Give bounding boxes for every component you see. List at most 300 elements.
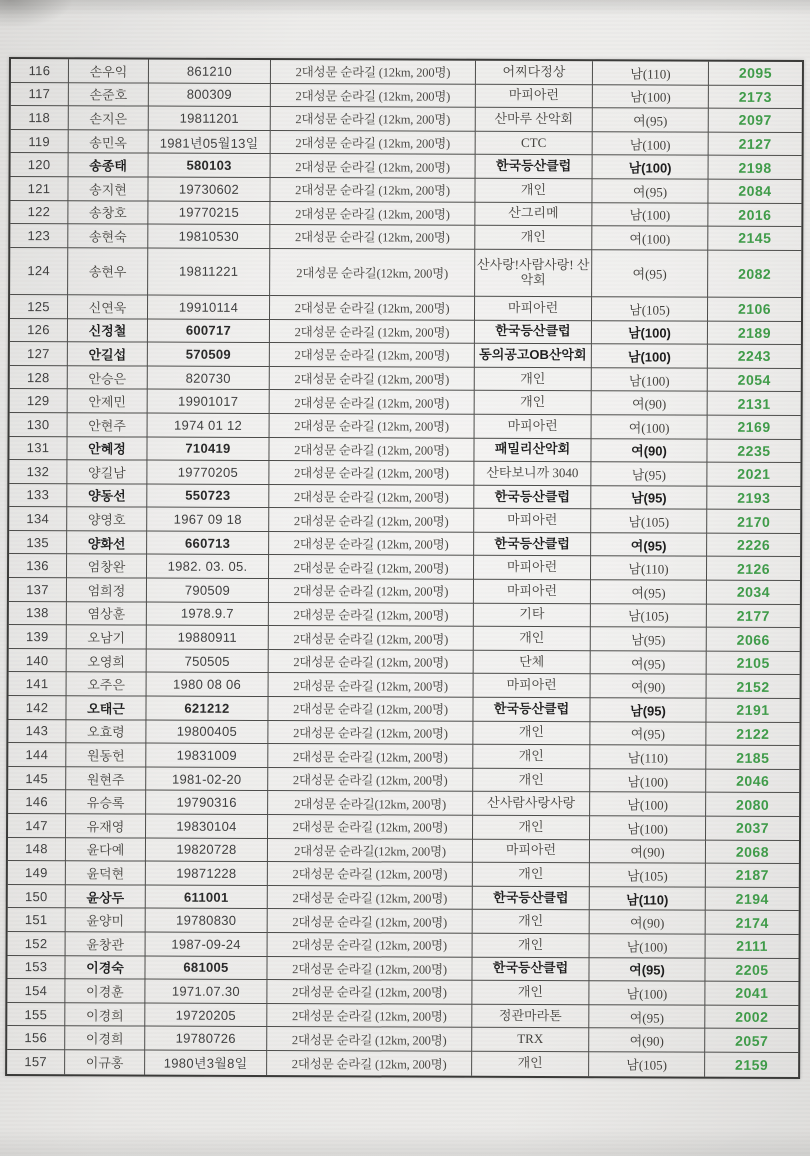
cell-course: 2대성문 순라길 (12km, 200명): [269, 579, 474, 603]
cell-birth: 19811221: [148, 248, 270, 296]
cell-gender: 여(95): [591, 651, 707, 675]
cell-gender: 남(105): [591, 604, 707, 628]
cell-no: 153: [7, 956, 65, 980]
cell-bib: 2198: [709, 156, 802, 180]
table-row: [8, 814, 799, 841]
cell-bib: 2106: [708, 298, 801, 322]
cell-no: 121: [10, 177, 68, 201]
cell-birth: 19871228: [146, 862, 268, 886]
cell-course: 2대성문 순라길 (12km, 200명): [271, 107, 476, 131]
cell-course: 2대성문 순라길 (12km, 200명): [271, 60, 476, 84]
cell-gender: 남(105): [590, 863, 706, 887]
cell-birth: 1967 09 18: [147, 508, 269, 532]
cell-no: 132: [9, 460, 67, 484]
cell-no: 144: [8, 743, 66, 767]
cell-gender: 여(95): [591, 533, 707, 557]
cell-bib: 2131: [708, 392, 801, 416]
cell-name: 이경훈: [65, 979, 145, 1003]
cell-name: 안혜정: [67, 437, 147, 461]
cell-course: 2대성문 순라길 (12km, 200명): [268, 886, 473, 910]
cell-bib: 2046: [706, 769, 799, 793]
table-row: [8, 767, 799, 794]
cell-gender: 남(105): [589, 1052, 705, 1076]
cell-gender: 여(95): [592, 250, 708, 298]
cell-group: 개인: [474, 627, 591, 651]
cell-gender: 남(110): [591, 557, 707, 581]
cell-group: 개인: [473, 910, 590, 934]
cell-no: 141: [9, 672, 67, 696]
cell-name: 오남기: [67, 625, 147, 649]
cell-name: 손우익: [69, 59, 149, 83]
cell-gender: 남(110): [590, 887, 706, 911]
cell-gender: 남(95): [591, 462, 707, 486]
cell-name: 안제민: [68, 390, 148, 414]
cell-birth: 19830104: [146, 815, 268, 839]
cell-course: 2대성문 순라길 (12km, 200명): [269, 603, 474, 627]
table-row: [10, 366, 801, 393]
cell-group: 개인: [472, 981, 589, 1005]
table-row: [7, 1003, 798, 1030]
cell-group: 마피아런: [473, 839, 590, 863]
cell-course: 2대성문 순라길 (12km, 200명): [269, 626, 474, 650]
cell-course: 2대성문 순라길 (12km, 200명): [267, 980, 472, 1004]
cell-group: 동의공고OB산악회: [475, 344, 592, 368]
cell-group: 정관마라톤: [472, 1005, 589, 1029]
cell-course: 2대성문 순라길 (12km, 200명): [269, 485, 474, 509]
cell-birth: 750505: [147, 649, 269, 673]
cell-group: 개인: [472, 1052, 589, 1076]
cell-gender: 남(110): [590, 745, 706, 769]
cell-no: 124: [10, 248, 68, 295]
cell-bib: 2174: [706, 911, 799, 935]
cell-course: 2대성문 순라길 (12km, 200명): [267, 1051, 472, 1075]
cell-course: 2대성문 순라길 (12km, 200명): [270, 390, 475, 414]
cell-group: 개인: [475, 391, 592, 415]
cell-gender: 남(100): [589, 981, 705, 1005]
cell-course: 2대성문 순라길 (12km, 200명): [269, 650, 474, 674]
cell-group: 개인: [475, 226, 592, 250]
cell-bib: 2084: [708, 180, 801, 204]
cell-group: 마피아런: [476, 84, 593, 108]
cell-course: 2대성문 순라길 (12km, 200명): [268, 933, 473, 957]
cell-course: 2대성문 순라길 (12km, 200명): [269, 555, 474, 579]
table-row: [8, 908, 799, 935]
cell-no: 154: [7, 979, 65, 1003]
cell-group: 어찌다정상: [476, 61, 593, 85]
cell-no: 137: [9, 578, 67, 602]
cell-course: 2대성문 순라길 (12km, 200명): [269, 461, 474, 485]
table-row: [9, 437, 800, 464]
cell-bib: 2193: [707, 486, 800, 510]
cell-no: 128: [10, 366, 68, 390]
table-row: [11, 130, 802, 157]
cell-gender: 남(100): [593, 156, 709, 180]
cell-birth: 19820728: [146, 838, 268, 862]
cell-name: 송현우: [68, 248, 148, 295]
cell-name: 송민옥: [69, 130, 149, 154]
cell-name: 이경숙: [65, 956, 145, 980]
cell-birth: 19730602: [148, 178, 270, 202]
cell-gender: 남(95): [591, 627, 707, 651]
table-row: [11, 153, 802, 180]
table-row: [7, 1050, 798, 1077]
cell-course: 2대성문 순라길 (12km, 200명): [267, 957, 472, 981]
cell-no: 133: [9, 484, 67, 508]
cell-gender: 여(90): [589, 1029, 705, 1053]
cell-no: 125: [10, 295, 68, 319]
table-row: [9, 625, 800, 652]
cell-bib: 2185: [706, 746, 799, 770]
cell-name: 양화선: [67, 531, 147, 555]
cell-no: 136: [9, 554, 67, 578]
table-row: [8, 861, 799, 888]
table-row: [10, 319, 801, 346]
cell-gender: 남(100): [592, 203, 708, 227]
cell-group: 개인: [475, 368, 592, 392]
cell-group: 개인: [473, 769, 590, 793]
cell-course: 2대성문 순라길 (12km, 200명): [270, 320, 475, 344]
cell-birth: 19880911: [147, 626, 269, 650]
cell-name: 신연욱: [68, 295, 148, 319]
cell-no: 146: [8, 790, 66, 814]
table-row: [10, 177, 801, 204]
cell-no: 138: [9, 602, 67, 626]
cell-group: 마피아런: [474, 556, 591, 580]
table-row: [9, 602, 800, 629]
table-row: [11, 106, 802, 133]
cell-birth: 1982. 03. 05.: [147, 555, 269, 579]
cell-no: 143: [8, 720, 66, 744]
table-row: [7, 1026, 798, 1053]
cell-course: 2대성문 순라길 (12km, 200명): [268, 862, 473, 886]
cell-birth: 621212: [146, 697, 268, 721]
cell-name: 오주은: [67, 673, 147, 697]
cell-birth: 19811201: [149, 107, 271, 131]
cell-birth: 681005: [145, 956, 267, 980]
table-row: [11, 59, 802, 86]
cell-bib: 2127: [709, 132, 802, 156]
cell-no: 135: [9, 531, 67, 555]
cell-bib: 2173: [709, 85, 802, 109]
cell-gender: 여(90): [590, 840, 706, 864]
cell-birth: 1978.9.7: [147, 602, 269, 626]
table-row: [10, 295, 801, 322]
cell-gender: 남(100): [590, 769, 706, 793]
cell-bib: 2111: [706, 935, 799, 959]
cell-bib: 2122: [706, 722, 799, 746]
table-row: [7, 979, 798, 1006]
table-row: [8, 696, 799, 723]
cell-gender: 여(95): [590, 722, 706, 746]
table-row: [8, 885, 799, 912]
cell-birth: 800309: [149, 83, 271, 107]
cell-name: 윤다예: [66, 838, 146, 862]
cell-gender: 남(100): [593, 132, 709, 156]
cell-group: 한국등산클럽: [472, 957, 589, 981]
cell-group: CTC: [476, 132, 593, 156]
cell-group: 산사랑!사람사랑! 산악회: [475, 250, 592, 298]
cell-group: TRX: [472, 1028, 589, 1052]
cell-group: 개인: [473, 745, 590, 769]
cell-gender: 남(110): [593, 61, 709, 85]
cell-birth: 570509: [148, 343, 270, 367]
cell-bib: 2191: [706, 699, 799, 723]
cell-birth: 1987-09-24: [146, 932, 268, 956]
cell-group: 한국등산클럽: [473, 887, 590, 911]
cell-bib: 2054: [708, 368, 801, 392]
cell-gender: 여(100): [592, 226, 708, 250]
cell-group: 단체: [474, 651, 591, 675]
cell-name: 이경희: [65, 1003, 145, 1027]
cell-gender: 남(100): [592, 368, 708, 392]
cell-birth: 710419: [147, 437, 269, 461]
cell-course: 2대성문 순라길 (12km, 200명): [268, 815, 473, 839]
cell-name: 윤창관: [66, 932, 146, 956]
cell-birth: 1974 01 12: [148, 413, 270, 437]
cell-group: 한국등산클럽: [474, 533, 591, 557]
cell-no: 145: [8, 767, 66, 791]
table-row: [10, 413, 801, 440]
cell-group: 마피아런: [474, 674, 591, 698]
cell-course: 2대성문 순라길 (12km, 200명): [268, 721, 473, 745]
cell-course: 2대성문 순라길 (12km, 200명): [269, 438, 474, 462]
table-row: [7, 956, 798, 983]
cell-no: 129: [10, 389, 68, 413]
cell-birth: 19810530: [148, 225, 270, 249]
cell-group: 개인: [473, 721, 590, 745]
cell-gender: 여(90): [590, 911, 706, 935]
cell-course: 2대성문 순라길 (12km, 200명): [268, 768, 473, 792]
cell-group: 한국등산클럽: [476, 155, 593, 179]
table-row: [9, 578, 800, 605]
cell-bib: 2189: [708, 321, 801, 345]
cell-group: 산마루 산악회: [476, 108, 593, 132]
cell-birth: 1981-02-20: [146, 767, 268, 791]
cell-no: 157: [7, 1050, 65, 1074]
cell-name: 엄창완: [67, 555, 147, 579]
cell-course: 2대성문 순라길 (12km, 200명): [268, 744, 473, 768]
cell-course: 2대성문 순라길 (12km, 200명): [271, 131, 476, 155]
cell-bib: 2057: [705, 1029, 798, 1053]
table-row: [9, 484, 800, 511]
cell-name: 양길남: [67, 460, 147, 484]
cell-bib: 2016: [708, 203, 801, 227]
cell-name: 오효령: [66, 720, 146, 744]
cell-bib: 2002: [705, 1005, 798, 1029]
cell-gender: 남(105): [591, 510, 707, 534]
cell-course: 2대성문 순라길(12km, 200명): [270, 249, 475, 297]
cell-course: 2대성문 순라길 (12km, 200명): [270, 367, 475, 391]
table-row: [8, 790, 799, 817]
cell-gender: 여(90): [591, 675, 707, 699]
cell-course: 2대성문 순라길 (12km, 200명): [270, 202, 475, 226]
cell-birth: 580103: [149, 154, 271, 178]
table-row: [9, 460, 800, 487]
cell-name: 오태근: [66, 696, 146, 720]
cell-group: 개인: [473, 934, 590, 958]
cell-name: 송지현: [68, 177, 148, 201]
cell-course: 2대성문 순라길(12km, 200명): [268, 791, 473, 815]
cell-no: 131: [9, 437, 67, 461]
cell-birth: 660713: [147, 531, 269, 555]
cell-course: 2대성문 순라길 (12km, 200명): [269, 673, 474, 697]
cell-gender: 남(100): [592, 344, 708, 368]
cell-bib: 2034: [707, 581, 800, 605]
cell-course: 2대성문 순라길 (12km, 200명): [268, 909, 473, 933]
cell-name: 손준호: [69, 83, 149, 107]
cell-no: 140: [9, 649, 67, 673]
cell-birth: 19831009: [146, 744, 268, 768]
table-row: [9, 507, 800, 534]
cell-birth: 19720205: [145, 1003, 267, 1027]
cell-gender: 남(100): [590, 816, 706, 840]
cell-name: 이규홍: [65, 1050, 145, 1074]
table-row: [9, 531, 800, 558]
cell-course: 2대성문 순라길 (12km, 200명): [267, 1004, 472, 1028]
cell-name: 송종태: [69, 154, 149, 178]
cell-no: 147: [8, 814, 66, 838]
cell-group: 한국등산클럽: [474, 485, 591, 509]
cell-no: 118: [11, 106, 69, 130]
participants-table: [5, 57, 804, 1079]
cell-name: 손지은: [69, 106, 149, 130]
cell-group: 기타: [474, 603, 591, 627]
cell-bib: 2159: [735, 1056, 769, 1073]
cell-no: 117: [11, 83, 69, 107]
cell-no: 123: [10, 224, 68, 248]
cell-course: 2대성문 순라길 (12km, 200명): [271, 84, 476, 108]
cell-bib: 2235: [707, 439, 800, 463]
cell-bib: 2243: [708, 345, 801, 369]
table-row: [10, 201, 801, 228]
cell-group: 마피아런: [475, 415, 592, 439]
cell-birth: 600717: [148, 319, 270, 343]
cell-name: 오영희: [67, 649, 147, 673]
cell-name: 신정철: [68, 319, 148, 343]
cell-birth: 19901017: [148, 390, 270, 414]
cell-course: 2대성문 순라길(12km, 200명): [268, 839, 473, 863]
cell-course: 2대성문 순라길 (12km, 200명): [270, 225, 475, 249]
cell-group: 마피아런: [474, 580, 591, 604]
cell-no: 155: [7, 1003, 65, 1027]
cell-birth: 19780726: [145, 1027, 267, 1051]
cell-no: 134: [9, 507, 67, 531]
cell-group: 산사람사랑사랑: [473, 792, 590, 816]
cell-no: 126: [10, 319, 68, 343]
table-row: [10, 248, 801, 298]
cell-bib: 2041: [705, 982, 798, 1006]
cell-bib: 2177: [707, 604, 800, 628]
cell-bib: 2037: [706, 817, 799, 841]
cell-name: 이경희: [65, 1027, 145, 1051]
cell-group: 개인: [475, 179, 592, 203]
table-row: [8, 720, 799, 747]
cell-bib: 2082: [708, 250, 801, 298]
table-row: [8, 932, 799, 959]
cell-group: 산타보니까 3040: [474, 462, 591, 486]
cell-group: 마피아런: [474, 509, 591, 533]
cell-name: 안승은: [68, 366, 148, 390]
cell-birth: 19770215: [148, 201, 270, 225]
cell-gender: 남(100): [593, 85, 709, 109]
cell-course: 2대성문 순라길 (12km, 200명): [271, 154, 476, 178]
cell-name: 윤양미: [66, 909, 146, 933]
cell-birth: 820730: [148, 366, 270, 390]
cell-bib: 2021: [707, 463, 800, 487]
cell-gender: 여(95): [591, 580, 707, 604]
cell-no: 142: [8, 696, 66, 720]
cell-gender: 남(95): [591, 486, 707, 510]
cell-gender: 남(105): [592, 297, 708, 321]
cell-no: 130: [10, 413, 68, 437]
cell-no: 127: [10, 342, 68, 366]
cell-bib: 2066: [707, 628, 800, 652]
table-row: [9, 649, 800, 676]
cell-course: 2대성문 순라길 (12km, 200명): [269, 532, 474, 556]
cell-gender: 여(95): [589, 1005, 705, 1029]
cell-birth: 19910114: [148, 295, 270, 319]
cell-birth: 790509: [147, 579, 269, 603]
table-row: [8, 743, 799, 770]
cell-course: 2대성문 순라길 (12km, 200명): [267, 1027, 472, 1051]
cell-gender: 남(100): [590, 793, 706, 817]
cell-bib: 2145: [708, 227, 801, 251]
cell-bib: 2105: [707, 652, 800, 676]
cell-bib: 2205: [705, 958, 798, 982]
cell-name: 염상훈: [67, 602, 147, 626]
cell-group: 한국등산클럽: [475, 320, 592, 344]
cell-gender: 여(95): [593, 108, 709, 132]
cell-gender: 여(95): [592, 179, 708, 203]
table-row: [10, 342, 801, 369]
cell-birth: 1981년05월13일: [149, 130, 271, 154]
cell-course: 2대성문 순라길 (12km, 200명): [269, 508, 474, 532]
table-row: [11, 83, 802, 110]
cell-gender: 남(100): [590, 934, 706, 958]
table-row: [9, 672, 800, 699]
cell-name: 원동헌: [66, 743, 146, 767]
cell-group: 개인: [473, 863, 590, 887]
cell-course: 2대성문 순라길 (12km, 200명): [270, 414, 475, 438]
cell-bib: 2097: [709, 109, 802, 133]
cell-gender: 남(100): [592, 321, 708, 345]
cell-name: 원현주: [66, 767, 146, 791]
cell-birth: 1980 08 06: [147, 673, 269, 697]
cell-no: 149: [8, 861, 66, 885]
cell-birth: 19800405: [146, 720, 268, 744]
cell-name: 윤덕현: [66, 861, 146, 885]
cell-birth: 1980년3월8일: [145, 1050, 267, 1074]
cell-gender: 여(100): [592, 415, 708, 439]
cell-birth: 611001: [146, 885, 268, 909]
cell-gender: 남(95): [590, 698, 706, 722]
cell-group: 한국등산클럽: [473, 698, 590, 722]
cell-group: 패밀리산악회: [474, 438, 591, 462]
cell-course: 2대성문 순라길 (12km, 200명): [270, 343, 475, 367]
cell-no: 156: [7, 1026, 65, 1050]
cell-name: 유재영: [66, 814, 146, 838]
cell-course: 2대성문 순라길 (12km, 200명): [268, 697, 473, 721]
cell-no: 148: [8, 838, 66, 862]
cell-name: 엄희정: [67, 578, 147, 602]
cell-no: 152: [8, 932, 66, 956]
cell-birth: 19780830: [146, 909, 268, 933]
cell-bib: 2226: [707, 534, 800, 558]
table-row: [8, 838, 799, 865]
cell-name: 안현주: [68, 413, 148, 437]
cell-group: 개인: [473, 816, 590, 840]
cell-group: 마피아런: [475, 297, 592, 321]
